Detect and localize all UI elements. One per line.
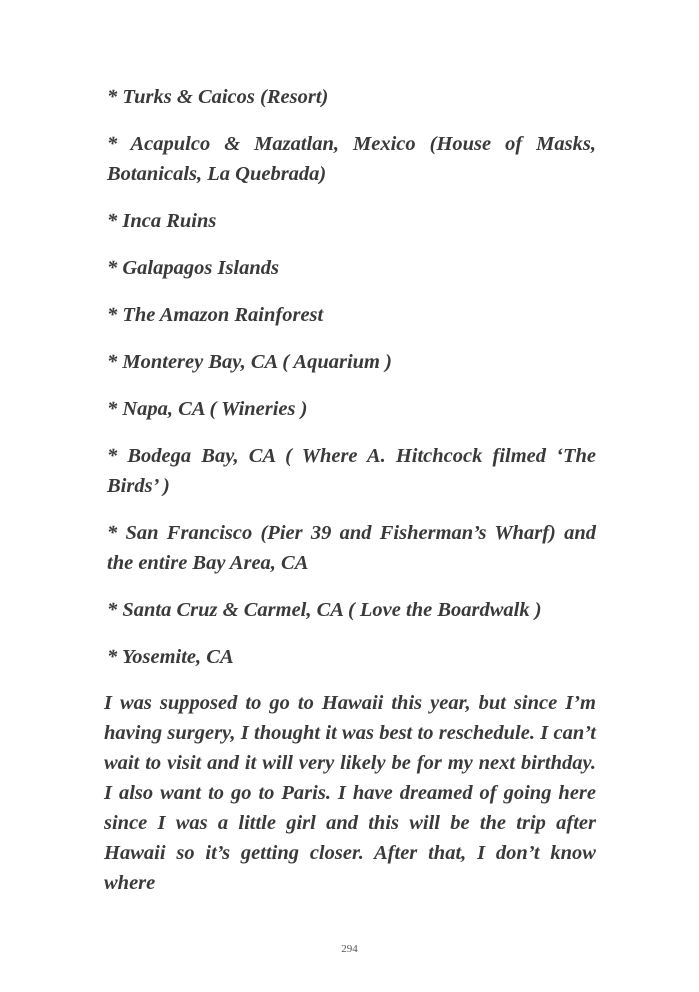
list-item: * Napa, CA ( Wineries ) [107,398,308,420]
list-item: * Galapagos Islands [107,257,280,279]
list-item: * San Francisco (Pier 39 and Fisherman’s Wharf) and the entire Bay Area, CA [107,522,596,574]
list-item: * Acapulco & Mazatlan, Mexico (House of Masks, Botanicals, La Quebrada) [107,133,596,185]
list-item: * Inca Ruins [107,210,217,232]
list-item: * The Amazon Rainforest [107,304,324,326]
list-item: * Bodega Bay, CA ( Where A. Hitchcock filmed ‘The Birds’ ) [107,445,596,497]
body-paragraph: I was supposed to go to Hawaii this year, but since I’m having surgery, I thought it was best to reschedule. I can’t wait to visit and it will very likely be for my next birthday. I also want to go to Paris. I have dreamed of going here since I was a little girl and this will be the trip after Hawaii so it’s getting closer. After that, I don’t know where [104,692,596,894]
list-item: * Turks & Caicos (Resort) [107,86,329,108]
page-content [104,82,596,898]
list-item: * Yosemite, CA [107,646,234,668]
page-number: 294 [341,943,358,955]
list-item: * Monterey Bay, CA ( Aquarium ) [107,351,392,373]
list-item: * Santa Cruz & Carmel, CA ( Love the Boardwalk ) [107,599,542,621]
